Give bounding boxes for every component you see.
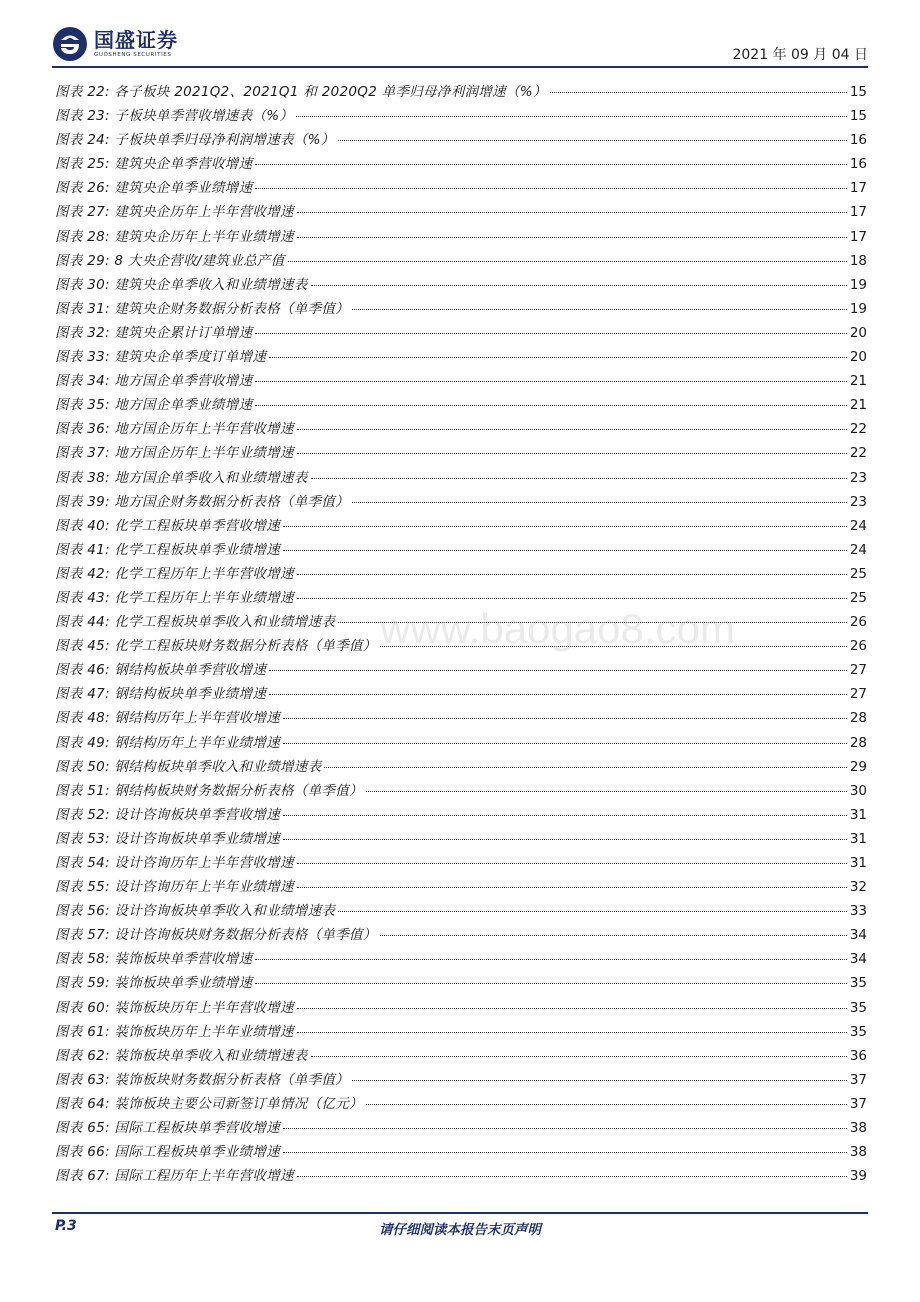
toc-entry[interactable]: [55, 947, 867, 971]
toc-entry-page: 33: [849, 903, 867, 920]
toc-entry[interactable]: [55, 875, 867, 899]
toc-entry-page: 20: [849, 349, 867, 366]
toc-dot-leader: [297, 1176, 847, 1177]
toc-entry-page: 31: [849, 830, 867, 847]
toc-dot-leader: [283, 1152, 847, 1153]
toc-entry[interactable]: [55, 851, 867, 875]
toc-entry-label: 图表 48: 钢结构历年上半年营收增速: [55, 710, 281, 727]
toc-entry-label: 图表 56: 设计咨询板块单季收入和业绩增速表: [55, 903, 336, 920]
toc-entry-label: 图表 31: 建筑央企财务数据分析表格（单季值）: [55, 300, 350, 317]
toc-entry-page: 27: [849, 662, 867, 679]
toc-dot-leader: [269, 670, 847, 671]
toc-entry-page: 17: [849, 180, 867, 197]
toc-entry-label: 图表 49: 钢结构历年上半年业绩增速: [55, 734, 281, 751]
toc-dot-leader: [269, 694, 847, 695]
toc-entry-page: 29: [849, 758, 867, 775]
toc-dot-leader: [352, 502, 847, 503]
toc-entry-page: 21: [849, 397, 867, 414]
toc-entry-label: 图表 46: 钢结构板块单季营收增速: [55, 662, 267, 679]
toc-entry-label: 图表 34: 地方国企单季营收增速: [55, 373, 253, 390]
toc-dot-leader: [283, 718, 847, 719]
toc-dot-leader: [255, 405, 846, 406]
toc-entry-label: 图表 51: 钢结构板块财务数据分析表格（单季值）: [55, 782, 363, 799]
toc-dot-leader: [338, 140, 847, 141]
toc-dot-leader: [297, 1032, 847, 1033]
toc-entry[interactable]: [55, 345, 867, 369]
toc-dot-leader: [311, 1056, 847, 1057]
toc-dot-leader: [352, 309, 847, 310]
toc-entry-label: 图表 27: 建筑央企历年上半年营收增速: [55, 204, 294, 221]
toc-entry-page: 28: [849, 734, 867, 751]
toc-dot-leader: [283, 526, 847, 527]
toc-dot-leader: [283, 839, 847, 840]
toc-entry[interactable]: [55, 1140, 867, 1164]
toc-entry[interactable]: [55, 225, 867, 249]
toc-entry-page: 35: [849, 1023, 867, 1040]
toc-entry-label: 图表 54: 设计咨询历年上半年营收增速: [55, 855, 294, 871]
toc-dot-leader: [550, 92, 847, 93]
toc-entry-page: 16: [849, 156, 867, 173]
toc-entry-page: 20: [849, 324, 867, 341]
toc-entry-page: 35: [849, 975, 867, 992]
toc-entry-page: 34: [849, 927, 867, 944]
toc-entry-label: 图表 32: 建筑央企累计订单增速: [55, 324, 253, 341]
toc-entry-label: 图表 57: 设计咨询板块财务数据分析表格（单季值）: [55, 927, 377, 944]
toc-entry-page: 15: [849, 84, 867, 100]
toc-entry[interactable]: [55, 200, 867, 224]
toc-dot-leader: [297, 212, 847, 213]
toc-entry-page: 31: [849, 806, 867, 823]
toc-dot-leader: [366, 791, 847, 792]
toc-entry-page: 32: [849, 879, 867, 896]
toc-entry[interactable]: [55, 755, 867, 779]
toc-dot-leader: [338, 911, 847, 912]
toc-entry-label: 图表 47: 钢结构板块单季业绩增速: [55, 686, 267, 703]
toc-entry-label: 图表 30: 建筑央企单季收入和业绩增速表: [55, 276, 308, 293]
toc-entry-label: 图表 44: 化学工程板块单季收入和业绩增速表: [55, 614, 336, 631]
toc-entry[interactable]: [55, 682, 867, 706]
toc-entry-page: 39: [849, 1168, 867, 1185]
toc-entry[interactable]: [55, 562, 867, 586]
toc-entry-label: 图表 45: 化学工程板块财务数据分析表格（单季值）: [55, 638, 377, 655]
toc-entry-label: 图表 38: 地方国企单季收入和业绩增速表: [55, 469, 308, 486]
toc-entry[interactable]: [55, 417, 867, 441]
toc-entry-label: 图表 52: 设计咨询板块单季营收增速: [55, 806, 281, 823]
toc-entry-page: 38: [849, 1144, 867, 1161]
toc-entry-label: 图表 36: 地方国企历年上半年营收增速: [55, 421, 294, 438]
toc-entry-page: 17: [849, 228, 867, 245]
toc-entry[interactable]: [55, 297, 867, 321]
toc-entry[interactable]: [55, 321, 867, 345]
toc-dot-leader: [311, 285, 847, 286]
toc-entry[interactable]: [55, 369, 867, 393]
toc-entry-label: 图表 59: 装饰板块单季业绩增速: [55, 975, 253, 992]
toc-entry-page: 22: [849, 421, 867, 438]
toc-dot-leader: [297, 237, 847, 238]
toc-entry-label: 图表 43: 化学工程历年上半年业绩增速: [55, 589, 294, 606]
toc-dot-leader: [288, 261, 847, 262]
toc-entry-label: 图表 25: 建筑央企单季营收增速: [55, 156, 253, 173]
toc-entry-label: 图表 66: 国际工程板块单季业绩增速: [55, 1144, 281, 1161]
toc-entry-page: 36: [849, 1047, 867, 1064]
toc-entry-page: 25: [849, 565, 867, 582]
toc-dot-leader: [283, 550, 847, 551]
toc-entry[interactable]: [55, 827, 867, 851]
toc-dot-leader: [297, 598, 847, 599]
toc-entry[interactable]: [55, 923, 867, 947]
toc-entry-label: 图表 35: 地方国企单季业绩增速: [55, 397, 253, 414]
toc-entry-label: 图表 64: 装饰板块主要公司新签订单情况（亿元）: [55, 1095, 363, 1112]
toc-dot-leader: [297, 453, 847, 454]
toc-entry-label: 图表 63: 装饰板块财务数据分析表格（单季值）: [55, 1071, 350, 1088]
toc-entry[interactable]: [55, 466, 867, 490]
toc-entry-page: 34: [849, 951, 867, 968]
toc-entry[interactable]: [55, 128, 867, 152]
toc-dot-leader: [297, 574, 847, 575]
toc-dot-leader: [255, 188, 846, 189]
toc-entry-label: 图表 53: 设计咨询板块单季业绩增速: [55, 830, 281, 847]
report-date: 2021 年 09 月 04 日: [732, 47, 868, 63]
toc-entry-page: 18: [849, 252, 867, 269]
toc-entry[interactable]: [55, 176, 867, 200]
toc-dot-leader: [366, 1104, 847, 1105]
toc-entry-page: 24: [849, 517, 867, 534]
toc-entry-label: 图表 23: 子板块单季营收增速表（%）: [55, 108, 294, 125]
toc-entry-page: 27: [849, 686, 867, 703]
toc-entry-page: 15: [849, 108, 867, 125]
toc-entry[interactable]: [55, 971, 867, 995]
toc-dot-leader: [324, 767, 846, 768]
toc-entry[interactable]: [55, 706, 867, 730]
toc-entry-page: 23: [849, 493, 867, 510]
toc-entry-page: 22: [849, 445, 867, 462]
toc-entry[interactable]: [55, 1164, 867, 1188]
toc-dot-leader: [352, 1080, 847, 1081]
toc-entry[interactable]: [55, 104, 867, 128]
toc-entry-label: 图表 37: 地方国企历年上半年业绩增速: [55, 445, 294, 462]
toc-entry-label: 图表 26: 建筑央企单季业绩增速: [55, 180, 253, 197]
guosheng-logo-icon: [52, 26, 88, 62]
toc-dot-leader: [297, 429, 847, 430]
toc-entry-label: 图表 24: 子板块单季归母净利润增速表（%）: [55, 132, 335, 149]
toc-entry[interactable]: [55, 1044, 867, 1068]
toc-dot-leader: [255, 381, 846, 382]
toc-entry-page: 17: [849, 204, 867, 221]
toc-entry-page: 21: [849, 373, 867, 390]
toc-entry[interactable]: [55, 80, 867, 104]
toc-entry-label: 图表 33: 建筑央企单季度订单增速: [55, 349, 267, 366]
toc-entry-page: 30: [849, 782, 867, 799]
toc-entry-label: 图表 29: 8 大央企营收/建筑业总产值: [55, 252, 285, 269]
toc-entry-page: 26: [849, 614, 867, 631]
disclaimer-note: 请仔细阅读本报告末页声明: [379, 1222, 541, 1238]
toc-entry-page: 37: [849, 1095, 867, 1112]
toc-dot-leader: [255, 959, 846, 960]
toc-dot-leader: [311, 478, 847, 479]
toc-entry-label: 图表 55: 设计咨询历年上半年业绩增速: [55, 879, 294, 896]
toc-entry-label: 图表 41: 化学工程板块单季业绩增速: [55, 541, 281, 558]
toc-entry-label: 图表 40: 化学工程板块单季营收增速: [55, 517, 281, 534]
toc-entry[interactable]: [55, 1068, 867, 1092]
page-number: P.3: [55, 1218, 77, 1234]
toc-entry[interactable]: [55, 249, 867, 273]
toc-dot-leader: [297, 863, 847, 864]
brand-name-cn: 国盛证券: [94, 28, 178, 52]
toc-entry[interactable]: [55, 731, 867, 755]
toc-entry-label: 图表 60: 装饰板块历年上半年营收增速: [55, 999, 294, 1016]
toc-entry-page: 37: [849, 1071, 867, 1088]
toc-entry-label: 图表 67: 国际工程历年上半年营收增速: [55, 1168, 294, 1185]
toc-entry[interactable]: [55, 1092, 867, 1116]
toc-entry[interactable]: [55, 658, 867, 682]
footer-divider: [52, 1212, 868, 1214]
toc-entry-label: 图表 39: 地方国企财务数据分析表格（单季值）: [55, 493, 350, 510]
toc-dot-leader: [255, 164, 846, 165]
toc-entry-page: 25: [849, 589, 867, 606]
toc-entry[interactable]: [55, 779, 867, 803]
toc-entry-page: 35: [849, 999, 867, 1016]
toc-entry-page: 19: [849, 300, 867, 317]
toc-entry-label: 图表 65: 国际工程板块单季营收增速: [55, 1120, 281, 1137]
toc-entry[interactable]: [55, 514, 867, 538]
toc-entry-page: 38: [849, 1120, 867, 1137]
brand-name-en: GUOSHENG SECURITIES: [94, 52, 172, 58]
toc-entry-page: 16: [849, 132, 867, 149]
page-header: [0, 0, 920, 70]
toc-dot-leader: [296, 116, 847, 117]
toc-entry-label: 图表 42: 化学工程历年上半年营收增速: [55, 565, 294, 582]
toc-entry-page: 24: [849, 541, 867, 558]
toc-entry[interactable]: [55, 538, 867, 562]
toc-entry-page: 28: [849, 710, 867, 727]
toc-dot-leader: [380, 935, 847, 936]
toc-entry[interactable]: [55, 1116, 867, 1140]
toc-entry-page: 19: [849, 276, 867, 293]
toc-entry-page: 31: [849, 855, 867, 871]
toc-entry-label: 图表 62: 装饰板块单季收入和业绩增速表: [55, 1047, 308, 1064]
toc-entry[interactable]: [55, 996, 867, 1020]
toc-dot-leader: [255, 333, 846, 334]
toc-entry-label: 图表 58: 装饰板块单季营收增速: [55, 951, 253, 968]
toc-entry[interactable]: [55, 803, 867, 827]
toc-dot-leader: [283, 815, 847, 816]
header-divider: [52, 66, 868, 68]
toc-entry[interactable]: [55, 1020, 867, 1044]
toc-entry-label: 图表 28: 建筑央企历年上半年业绩增速: [55, 228, 294, 245]
toc-dot-leader: [297, 887, 847, 888]
toc-entry-label: 图表 61: 装饰板块历年上半年业绩增速: [55, 1023, 294, 1040]
watermark: www.baogao8.com: [380, 605, 735, 652]
toc-dot-leader: [255, 983, 846, 984]
toc-entry-label: 图表 22: 各子板块 2021Q2、2021Q1 和 2020Q2 单季归母净利润增速（%）: [55, 84, 547, 100]
toc-entry[interactable]: [55, 273, 867, 297]
toc-dot-leader: [297, 1008, 847, 1009]
toc-entry[interactable]: [55, 899, 867, 923]
toc-entry[interactable]: [55, 152, 867, 176]
toc-entry-page: 23: [849, 469, 867, 486]
toc-entry-page: 26: [849, 638, 867, 655]
toc-dot-leader: [269, 357, 847, 358]
toc-dot-leader: [283, 1128, 847, 1129]
toc-entry[interactable]: [55, 393, 867, 417]
toc-dot-leader: [283, 743, 847, 744]
toc-entry-label: 图表 50: 钢结构板块单季收入和业绩增速表: [55, 758, 322, 775]
toc-entry[interactable]: [55, 490, 867, 514]
brand-logo: [52, 26, 178, 62]
toc-entry[interactable]: [55, 441, 867, 465]
